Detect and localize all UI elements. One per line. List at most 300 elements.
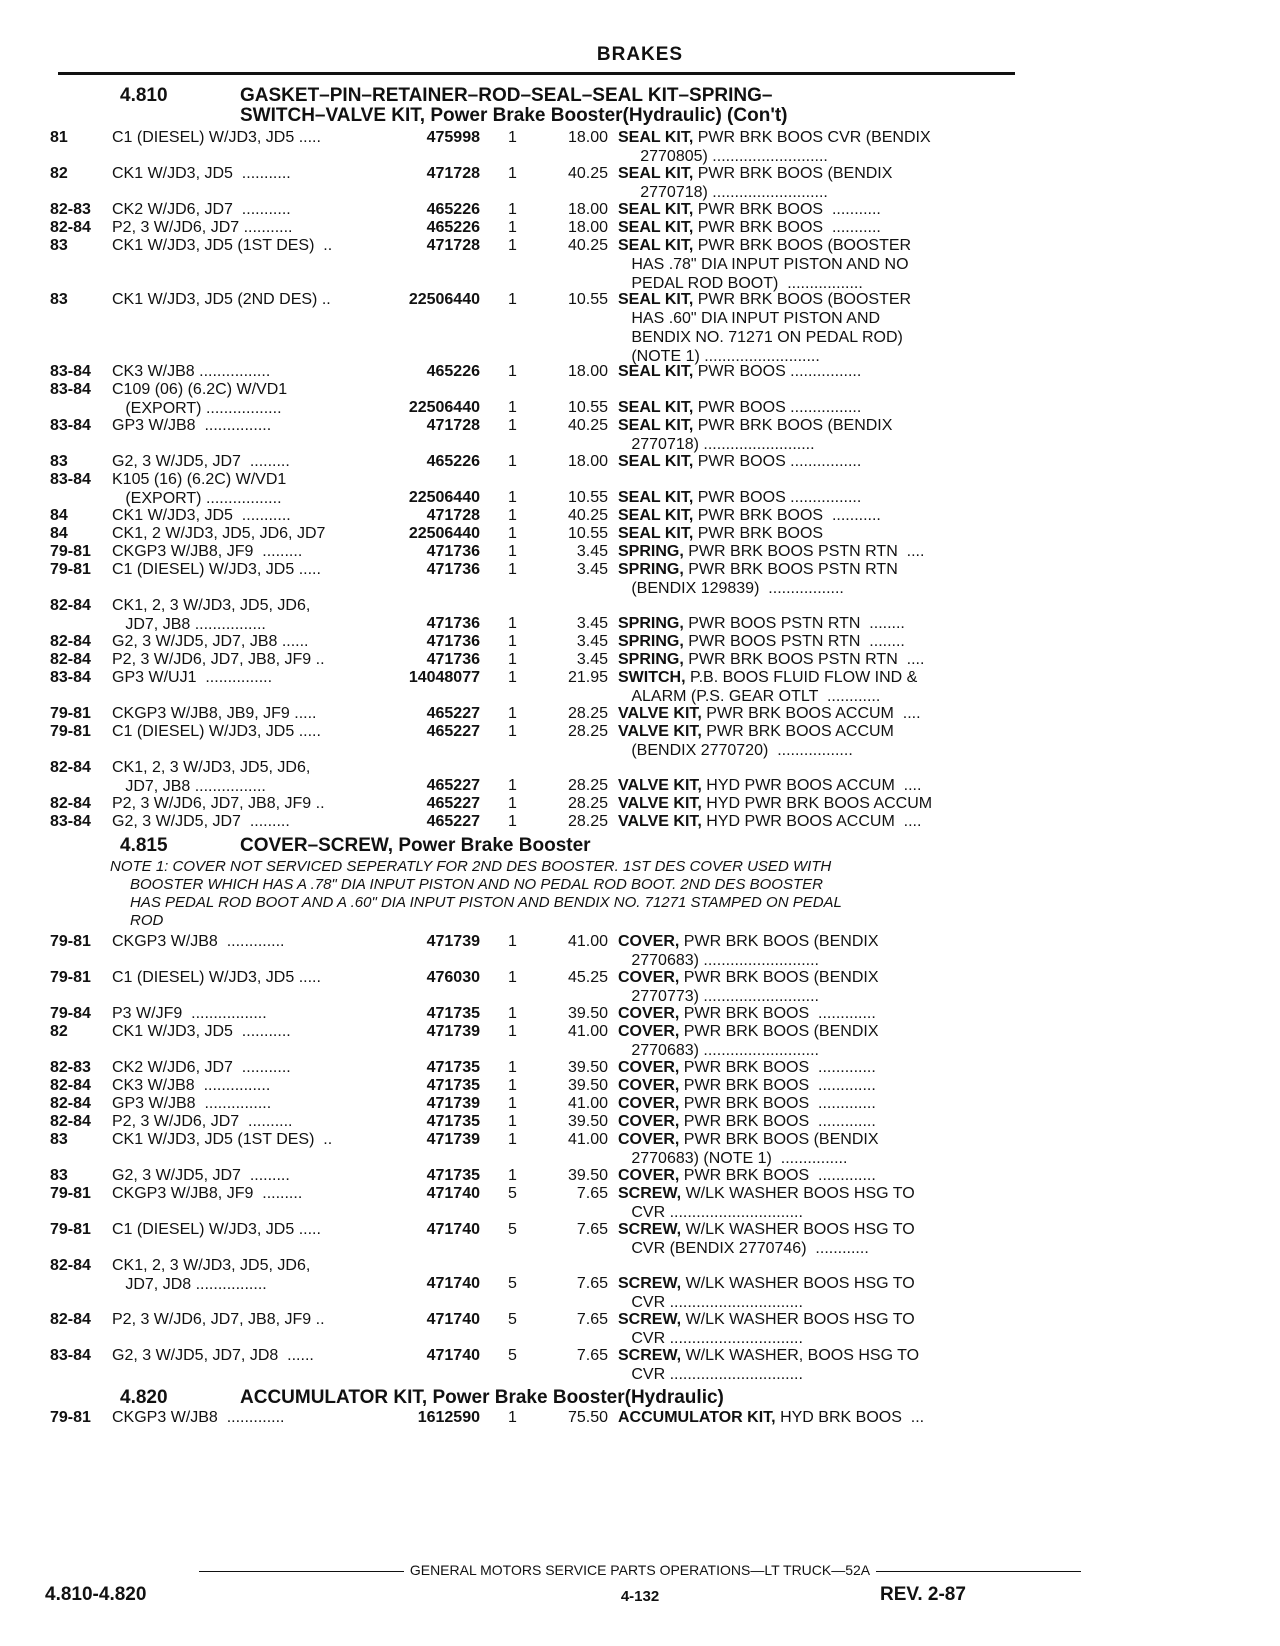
part-name: SEAL KIT,: [618, 507, 694, 524]
part-number: 465227: [426, 705, 480, 722]
quantity: 1: [508, 1131, 517, 1148]
part-name: COVER,: [618, 1005, 680, 1022]
year-range: 84: [50, 507, 68, 524]
price: 41.00: [567, 933, 608, 950]
application: CKGP3 W/JB8 .............: [112, 1409, 285, 1426]
table-row: [50, 704, 1010, 722]
note-line: BOOSTER WHICH HAS A .78" DIA INPUT PISTON AND NO PEDAL ROD BOOT. 2ND DES BOOSTER: [130, 876, 823, 893]
part-number: 471739: [426, 1131, 480, 1148]
price: 40.25: [567, 417, 608, 434]
year-range: 83: [50, 291, 68, 308]
description-text: PWR BRK BOOS ACCUM ....: [701, 705, 921, 722]
price: 39.50: [567, 1059, 608, 1076]
quantity: 1: [508, 417, 517, 434]
part-name: SEAL KIT,: [618, 219, 694, 236]
section-4-815: [50, 834, 1010, 1382]
part-name: SEAL KIT,: [618, 237, 694, 254]
part-number: 465227: [426, 813, 480, 830]
application: CK1, 2, 3 W/JD3, JD5, JD6, JD7, JD8 ................: [112, 1257, 311, 1293]
table-row: [50, 128, 1010, 164]
part-name: COVER,: [618, 1131, 680, 1148]
part-number: 465226: [426, 201, 480, 218]
price: 39.50: [567, 1077, 608, 1094]
application: G2, 3 W/JD5, JD7, JB8 ......: [112, 633, 309, 650]
description: [618, 1058, 1008, 1077]
year-range: 83: [50, 1167, 68, 1184]
quantity: 1: [508, 291, 517, 308]
part-name: ACCUMULATOR KIT,: [618, 1409, 776, 1426]
part-name: COVER,: [618, 969, 680, 986]
quantity: 1: [508, 1005, 517, 1022]
table-row: [50, 1076, 1010, 1094]
quantity: 1: [508, 813, 517, 830]
part-name: COVER,: [618, 933, 680, 950]
section-title-continued: [50, 106, 1010, 128]
description: [618, 506, 1008, 525]
application: P2, 3 W/JD6, JD7 ...........: [112, 219, 293, 236]
year-range: 83-84: [50, 1347, 91, 1364]
quantity: 1: [508, 219, 517, 236]
application: P2, 3 W/JD6, JD7 ..........: [112, 1113, 293, 1130]
year-range: 82-84: [50, 1311, 91, 1328]
note-line: NOTE 1: COVER NOT SERVICED SEPERATLY FOR 2ND DES BOOSTER. 1ST DES COVER USED WITH: [110, 858, 832, 875]
quantity: 1: [508, 1167, 517, 1184]
part-number: 471735: [426, 1167, 480, 1184]
part-number: 476030: [426, 969, 480, 986]
part-number: 22506440: [408, 291, 480, 308]
part-number: 471728: [426, 165, 480, 182]
application: G2, 3 W/JD5, JD7 .........: [112, 1167, 290, 1184]
description-text: PWR BRK BOOS ...........: [693, 201, 881, 218]
year-range: 79-81: [50, 969, 91, 986]
quantity: 1: [508, 453, 517, 470]
quantity: 1: [508, 1409, 517, 1426]
quantity: 1: [508, 543, 517, 560]
table-row: [50, 164, 1010, 200]
price: 3.45: [576, 561, 608, 578]
part-name: SEAL KIT,: [618, 399, 694, 416]
year-range: 79-81: [50, 1185, 91, 1202]
price: 18.00: [567, 129, 608, 146]
table-row: [50, 542, 1010, 560]
part-number: 471736: [426, 633, 480, 650]
part-name: SPRING,: [618, 615, 684, 632]
page-title: BRAKES: [596, 44, 684, 65]
part-number: 471740: [426, 1221, 480, 1238]
part-name: SEAL KIT,: [618, 291, 694, 308]
application: CK3 W/JB8 ................: [112, 363, 271, 380]
part-name: SEAL KIT,: [618, 165, 694, 182]
description: [618, 524, 1008, 543]
description-text: PWR BOOS ................: [693, 489, 862, 506]
description: [618, 722, 1008, 760]
table-row: [50, 524, 1010, 542]
year-range: 79-81: [50, 561, 91, 578]
table-row: [50, 1408, 1010, 1426]
part-name: SCREW,: [618, 1221, 682, 1238]
year-range: 83: [50, 1131, 68, 1148]
part-number: 471739: [426, 933, 480, 950]
description: [618, 560, 1008, 598]
note-line: ROD: [130, 912, 164, 929]
section-title-line2: SWITCH–VALVE KIT, Power Brake Booster(Hydraulic) (Con't): [240, 105, 788, 126]
application: K105 (16) (6.2C) W/VD1 (EXPORT) .................: [112, 471, 287, 507]
description-text: PWR BRK BOOS (BENDIX 2770718) ..........................: [640, 165, 893, 201]
price: 75.50: [567, 1409, 608, 1426]
quantity: 1: [508, 489, 517, 506]
quantity: 1: [508, 237, 517, 254]
table-row: [50, 1166, 1010, 1184]
quantity: 1: [508, 1023, 517, 1040]
part-number: 471735: [426, 1005, 480, 1022]
description-text: PWR BRK BOOS (BENDIX 2770683) ..........................: [631, 1023, 879, 1059]
part-name: SEAL KIT,: [618, 453, 694, 470]
table-row: [50, 218, 1010, 236]
description-text: PWR BRK BOOS .............: [679, 1005, 876, 1022]
table-row: [50, 1004, 1010, 1022]
description: [618, 812, 1008, 831]
year-range: 84: [50, 525, 68, 542]
part-number: 471740: [426, 1185, 480, 1202]
year-range: 82: [50, 1023, 68, 1040]
part-number: 22506440: [408, 525, 480, 542]
part-number: 471728: [426, 417, 480, 434]
price: 3.45: [576, 651, 608, 668]
section-heading: [50, 84, 1010, 106]
description: [618, 362, 1008, 381]
year-range: 82-84: [50, 1113, 91, 1130]
quantity: 1: [508, 1095, 517, 1112]
section-4-810: [50, 84, 1010, 830]
description-text: PWR BRK BOOS ...........: [693, 507, 881, 524]
application: C1 (DIESEL) W/JD3, JD5 .....: [112, 723, 321, 740]
table-row: [50, 632, 1010, 650]
part-name: COVER,: [618, 1113, 680, 1130]
year-range: 79-81: [50, 543, 91, 560]
description: [618, 632, 1008, 651]
year-range: 82-83: [50, 1059, 91, 1076]
description-text: W/LK WASHER BOOS HSG TO CVR ..............................: [631, 1275, 915, 1311]
description-text: PWR BOOS PSTN RTN ........: [683, 615, 905, 632]
application: C1 (DIESEL) W/JD3, JD5 .....: [112, 129, 321, 146]
price: 18.00: [567, 201, 608, 218]
year-range: 79-81: [50, 723, 91, 740]
part-name: SWITCH,: [618, 669, 686, 686]
application: CKGP3 W/JB8, JF9 .........: [112, 543, 303, 560]
year-range: 82-84: [50, 219, 91, 236]
price: 7.65: [576, 1221, 608, 1238]
part-number: 1612590: [417, 1409, 480, 1426]
part-name: SEAL KIT,: [618, 363, 694, 380]
section-title: ACCUMULATOR KIT, Power Brake Booster(Hydraulic): [240, 1387, 724, 1408]
description: [618, 1112, 1008, 1131]
part-number: 14048077: [408, 669, 480, 686]
description-text: PWR BRK BOOS .............: [679, 1059, 876, 1076]
part-number: 471736: [426, 651, 480, 668]
quantity: 1: [508, 1113, 517, 1130]
description: [618, 794, 1008, 813]
part-name: VALVE KIT,: [618, 777, 702, 794]
part-name: COVER,: [618, 1077, 680, 1094]
description-text: HYD BRK BOOS ...: [775, 1409, 925, 1426]
table-row: [50, 650, 1010, 668]
description-text: W/LK WASHER BOOS HSG TO CVR ..............................: [631, 1311, 915, 1347]
quantity: 1: [508, 129, 517, 146]
description-text: PWR BRK BOOS .............: [679, 1167, 876, 1184]
table-row: [50, 1256, 1010, 1310]
part-name: COVER,: [618, 1095, 680, 1112]
table-row: [50, 200, 1010, 218]
year-range: 83-84: [50, 363, 91, 380]
price: 18.00: [567, 453, 608, 470]
table-row: [50, 1058, 1010, 1076]
description-text: HYD PWR BOOS ACCUM ....: [701, 813, 922, 830]
description-text: PWR BRK BOOS (BOOSTER HAS .78" DIA INPUT PISTON AND NO PEDAL ROD BOOT) .................: [631, 237, 912, 292]
quantity: 1: [508, 777, 517, 794]
quantity: 1: [508, 705, 517, 722]
description: [618, 128, 1008, 166]
footer-page-number: 4-132: [620, 1588, 660, 1605]
description-text: PWR BRK BOOS (BENDIX 2770773) ..........................: [631, 969, 879, 1005]
application: GP3 W/JB8 ...............: [112, 1095, 272, 1112]
year-range: 83-84: [50, 669, 91, 686]
part-name: SCREW,: [618, 1275, 682, 1292]
description: [618, 1022, 1008, 1060]
application: CK1, 2, 3 W/JD3, JD5, JD6, JD7, JB8 ................: [112, 759, 311, 795]
description-text: PWR BRK BOOS (BOOSTER HAS .60" DIA INPUT PISTON AND BENDIX NO. 71271 ON PEDAL ROD) (NOTE 1) ..........................: [631, 291, 912, 365]
table-row: [50, 416, 1010, 452]
description-text: PWR BRK BOOS PSTN RTN ....: [683, 651, 925, 668]
part-name: COVER,: [618, 1059, 680, 1076]
part-name: SEAL KIT,: [618, 525, 694, 542]
table-row: [50, 452, 1010, 470]
application: P2, 3 W/JD6, JD7, JB8, JF9 ..: [112, 651, 325, 668]
price: 18.00: [567, 363, 608, 380]
year-range: 81: [50, 129, 68, 146]
description-text: PWR BRK BOOS ACCUM (BENDIX 2770720) .................: [631, 723, 894, 759]
part-name: SEAL KIT,: [618, 201, 694, 218]
description-text: W/LK WASHER BOOS HSG TO CVR (BENDIX 2770746) ............: [631, 1221, 915, 1257]
price: 28.25: [567, 813, 608, 830]
price: 41.00: [567, 1095, 608, 1112]
table-row: [50, 1184, 1010, 1220]
part-number: 471740: [426, 1347, 480, 1364]
description-text: PWR BOOS ................: [693, 363, 862, 380]
table-row: [50, 1310, 1010, 1346]
quantity: 1: [508, 561, 517, 578]
quantity: 1: [508, 201, 517, 218]
quantity: 5: [508, 1185, 517, 1202]
part-number: 471739: [426, 1095, 480, 1112]
description-text: PWR BOOS PSTN RTN ........: [683, 633, 905, 650]
description: [618, 1184, 1008, 1222]
description-text: HYD PWR BOOS ACCUM ....: [701, 777, 922, 794]
part-number: 465226: [426, 363, 480, 380]
year-range: 82-84: [50, 1095, 91, 1112]
application: CK1 W/JD3, JD5 (1ST DES) ..: [112, 237, 333, 254]
part-number: 471740: [426, 1311, 480, 1328]
part-number: 22506440: [408, 489, 480, 506]
quantity: 1: [508, 933, 517, 950]
description: [618, 932, 1008, 970]
application: CK2 W/JD6, JD7 ...........: [112, 1059, 291, 1076]
price: 10.55: [567, 525, 608, 542]
year-range: 83-84: [50, 471, 91, 488]
table-row: [50, 470, 1010, 506]
section-heading: [50, 1386, 1010, 1408]
application: CK1 W/JD3, JD5 (1ST DES) ..: [112, 1131, 333, 1148]
quantity: 1: [508, 795, 517, 812]
part-name: COVER,: [618, 1167, 680, 1184]
part-number: 471736: [426, 561, 480, 578]
description: [618, 398, 1008, 417]
description: [618, 614, 1008, 633]
application: CK1 W/JD3, JD5 (2ND DES) ..: [112, 291, 331, 308]
application: G2, 3 W/JD5, JD7 .........: [112, 453, 290, 470]
description: [618, 236, 1008, 293]
price: 18.00: [567, 219, 608, 236]
application: GP3 W/UJ1 ...............: [112, 669, 273, 686]
quantity: 5: [508, 1311, 517, 1328]
description: [618, 218, 1008, 237]
description: [618, 704, 1008, 723]
application: CK1 W/JD3, JD5 ...........: [112, 507, 291, 524]
year-range: 79-81: [50, 933, 91, 950]
quantity: 1: [508, 615, 517, 632]
application: CKGP3 W/JB8, JF9 .........: [112, 1185, 303, 1202]
part-name: VALVE KIT,: [618, 795, 702, 812]
description: [618, 1274, 1008, 1312]
application: CK1 W/JD3, JD5 ...........: [112, 1023, 291, 1040]
price: 40.25: [567, 237, 608, 254]
part-name: SPRING,: [618, 543, 684, 560]
year-range: 79-84: [50, 1005, 91, 1022]
price: 10.55: [567, 291, 608, 308]
part-number: 471735: [426, 1077, 480, 1094]
year-range: 83: [50, 453, 68, 470]
year-range: 79-81: [50, 1221, 91, 1238]
note-line: HAS PEDAL ROD BOOT AND A .60" DIA INPUT PISTON AND BENDIX NO. 71271 STAMPED ON PEDAL: [130, 894, 842, 911]
table-row: [50, 1220, 1010, 1256]
publisher-text: GENERAL MOTORS SERVICE PARTS OPERATIONS—LT TRUCK—52A: [409, 1562, 871, 1578]
year-range: 83-84: [50, 381, 91, 398]
quantity: 1: [508, 1059, 517, 1076]
table-row: [50, 560, 1010, 596]
quantity: 5: [508, 1221, 517, 1238]
price: 7.65: [576, 1311, 608, 1328]
section-note: [110, 858, 990, 930]
description-text: PWR BOOS ................: [693, 453, 862, 470]
price: 28.25: [567, 705, 608, 722]
price: 28.25: [567, 777, 608, 794]
quantity: 5: [508, 1347, 517, 1364]
table-row: [50, 362, 1010, 380]
description-text: PWR BRK BOOS (BENDIX 2770683) (NOTE 1) ...............: [631, 1131, 879, 1167]
price: 10.55: [567, 399, 608, 416]
table-row: [50, 290, 1010, 365]
section-heading: [50, 834, 1010, 856]
price: 3.45: [576, 615, 608, 632]
description: [618, 650, 1008, 669]
description-text: PWR BRK BOOS CVR (BENDIX 2770805) ..........................: [640, 129, 931, 165]
year-range: 82: [50, 165, 68, 182]
description: [618, 1220, 1008, 1258]
part-name: VALVE KIT,: [618, 723, 702, 740]
description-text: PWR BRK BOOS (BENDIX 2770718) .........................: [631, 417, 893, 453]
application: CKGP3 W/JB8 .............: [112, 933, 285, 950]
table-row: [50, 668, 1010, 704]
footer-publisher: [0, 1562, 1280, 1578]
application: G2, 3 W/JD5, JD7, JD8 ......: [112, 1347, 314, 1364]
table-row: [50, 506, 1010, 524]
part-number: 465227: [426, 795, 480, 812]
description-text: PWR BRK BOOS PSTN RTN (BENDIX 129839) .................: [631, 561, 898, 597]
section-4-820: [50, 1386, 1010, 1426]
description: [618, 776, 1008, 795]
part-number: 471735: [426, 1059, 480, 1076]
description-text: W/LK WASHER, BOOS HSG TO CVR ..............................: [631, 1347, 920, 1383]
description: [618, 1166, 1008, 1185]
quantity: 1: [508, 525, 517, 542]
price: 41.00: [567, 1131, 608, 1148]
part-name: SPRING,: [618, 633, 684, 650]
section-title: GASKET–PIN–RETAINER–ROD–SEAL–SEAL KIT–SPRING–: [240, 85, 773, 106]
table-row: [50, 596, 1010, 632]
description-text: PWR BRK BOOS (BENDIX 2770683) ..........................: [631, 933, 879, 969]
price: 7.65: [576, 1185, 608, 1202]
table-row: [50, 1022, 1010, 1058]
quantity: 1: [508, 969, 517, 986]
year-range: 79-81: [50, 1409, 91, 1426]
table-row: [50, 380, 1010, 416]
table-row: [50, 1130, 1010, 1166]
price: 45.25: [567, 969, 608, 986]
parts-catalog: [50, 80, 1010, 1428]
part-name: VALVE KIT,: [618, 813, 702, 830]
part-number: 465227: [426, 723, 480, 740]
price: 41.00: [567, 1023, 608, 1040]
part-number: 465226: [426, 219, 480, 236]
part-number: 471735: [426, 1113, 480, 1130]
table-row: [50, 722, 1010, 758]
part-name: SPRING,: [618, 651, 684, 668]
price: 40.25: [567, 507, 608, 524]
application: CK1, 2 W/JD3, JD5, JD6, JD7: [112, 525, 326, 542]
part-name: SCREW,: [618, 1347, 682, 1364]
part-name: SEAL KIT,: [618, 129, 694, 146]
part-number: 471728: [426, 507, 480, 524]
part-name: COVER,: [618, 1023, 680, 1040]
quantity: 1: [508, 669, 517, 686]
application: GP3 W/JB8 ...............: [112, 417, 272, 434]
part-number: 475998: [426, 129, 480, 146]
quantity: 1: [508, 165, 517, 182]
application: CK1 W/JD3, JD5 ...........: [112, 165, 291, 182]
application: CK3 W/JB8 ...............: [112, 1077, 271, 1094]
table-row: [50, 1112, 1010, 1130]
price: 39.50: [567, 1113, 608, 1130]
description-text: PWR BRK BOOS .............: [679, 1095, 876, 1112]
year-range: 82-84: [50, 597, 91, 614]
price: 21.95: [567, 669, 608, 686]
description-text: PWR BOOS ................: [693, 399, 862, 416]
description-text: W/LK WASHER BOOS HSG TO CVR ..............................: [631, 1185, 915, 1221]
year-range: 82-84: [50, 795, 91, 812]
table-row: [50, 932, 1010, 968]
section-number: 4.815: [120, 835, 168, 856]
part-name: SCREW,: [618, 1311, 682, 1328]
price: 40.25: [567, 165, 608, 182]
